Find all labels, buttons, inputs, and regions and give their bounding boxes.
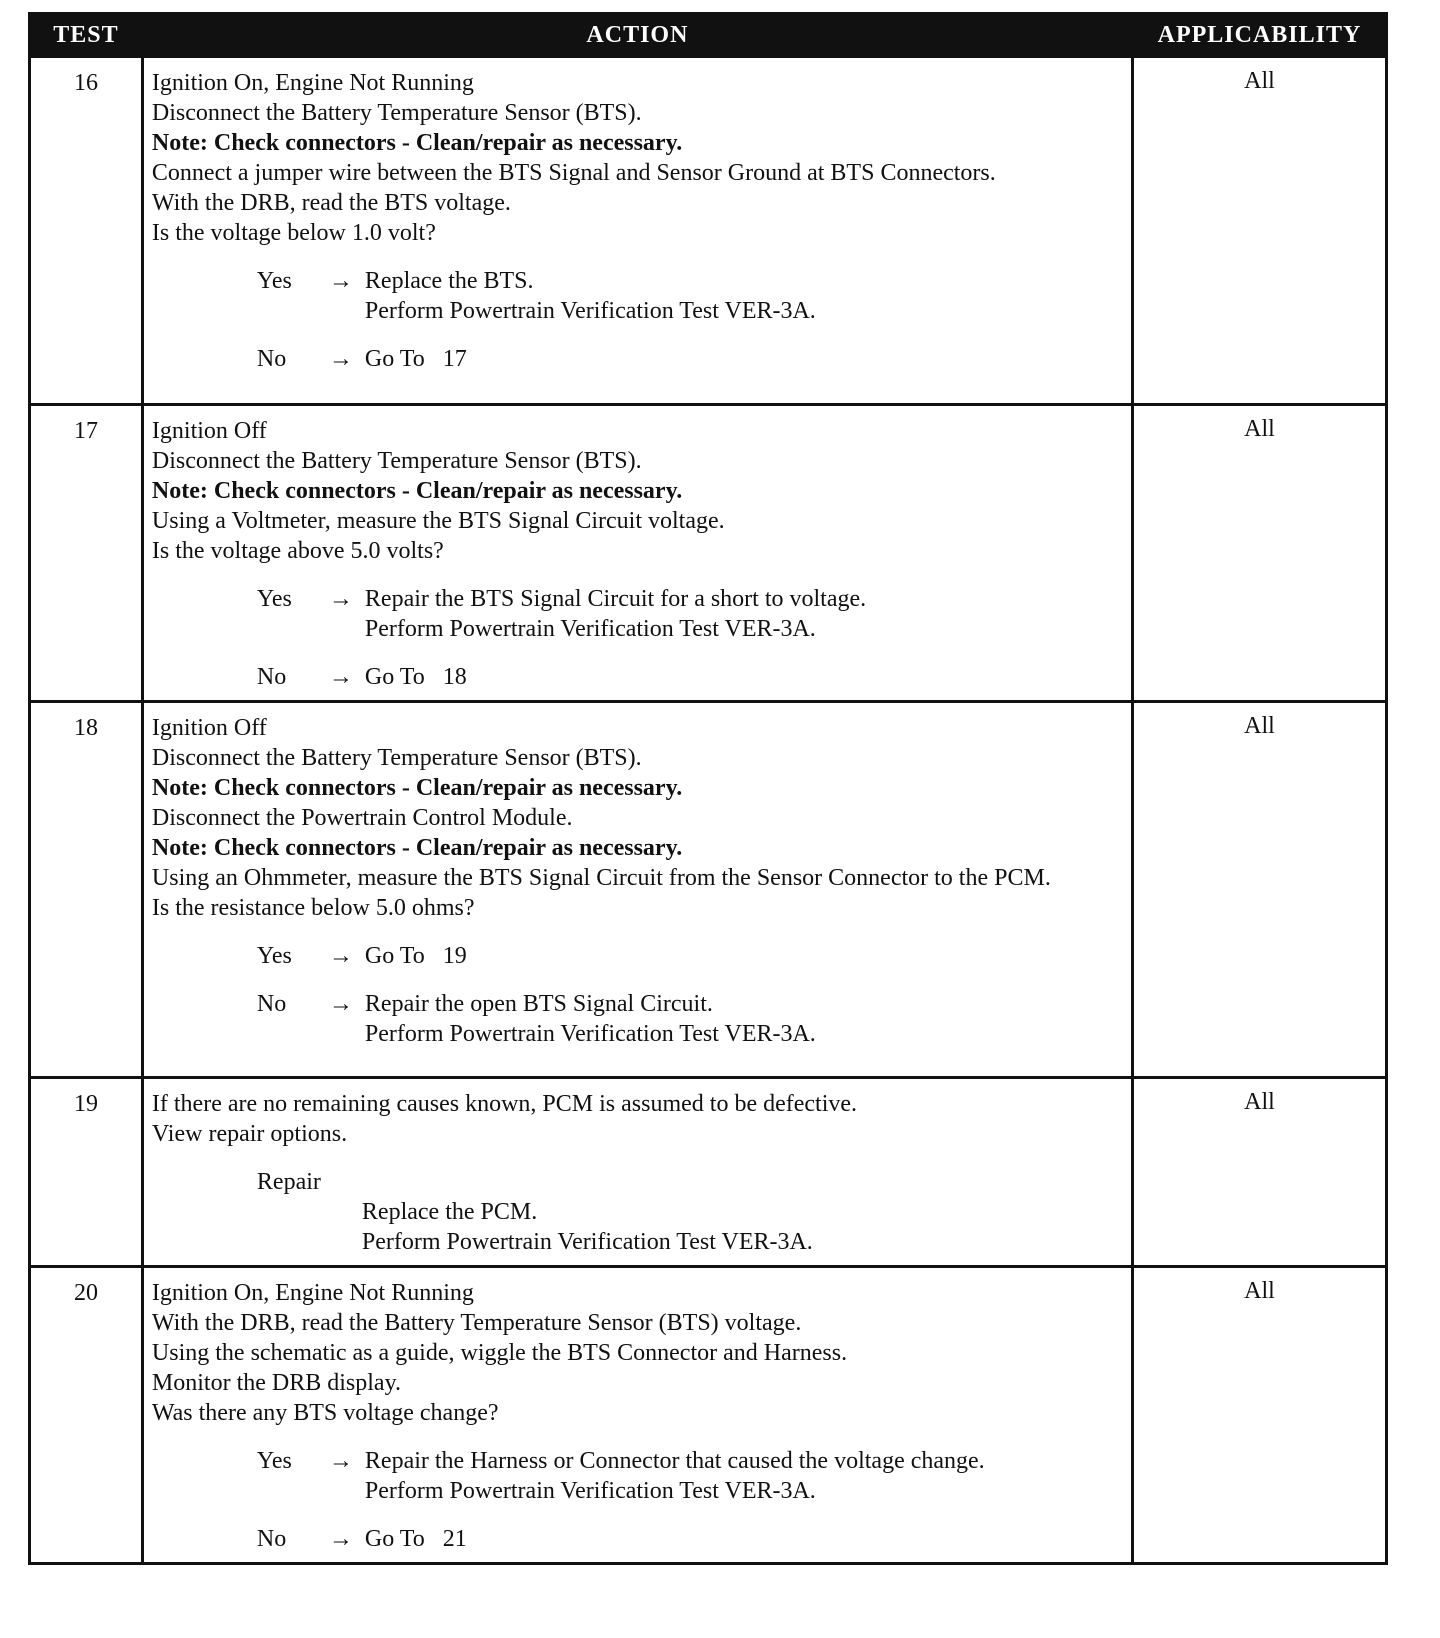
- applicability-cell: All: [1132, 702, 1386, 1078]
- repair-block: [257, 1167, 1123, 1257]
- test-number: 20: [30, 1267, 143, 1564]
- test-number: 19: [30, 1078, 143, 1267]
- table-row: [30, 1267, 1387, 1564]
- action-line: Connect a jumper wire between the BTS Signal and Sensor Ground at BTS Connectors.: [151, 160, 996, 186]
- arrow-icon: →: [328, 586, 353, 612]
- arrow-icon: →: [328, 1526, 353, 1552]
- outcome-label: No: [256, 1526, 287, 1552]
- action-cell: [142, 405, 1132, 702]
- action-line: Using an Ohmmeter, measure the BTS Signal Circuit from the Sensor Connector to the PCM.: [151, 865, 1051, 891]
- outcome-label: No: [256, 991, 287, 1017]
- action-line: Ignition On, Engine Not Running: [151, 1280, 474, 1306]
- action-line: View repair options.: [151, 1121, 348, 1147]
- outcome-line: Perform Powertrain Verification Test VER-3A.: [364, 616, 816, 642]
- repair-line: Replace the PCM.: [361, 1199, 538, 1225]
- outcome-yes: [257, 1446, 1123, 1506]
- action-line: With the DRB, read the BTS voltage.: [151, 190, 511, 216]
- outcome-body: [365, 989, 816, 1049]
- arrow-icon: →: [328, 268, 353, 294]
- table-row: [30, 405, 1387, 702]
- repair-line: Perform Powertrain Verification Test VER-3A.: [361, 1229, 813, 1255]
- outcome-no: [257, 662, 1123, 692]
- outcome-body: [365, 1524, 467, 1554]
- outcome-label: Yes: [256, 586, 292, 612]
- repair-lines: [362, 1197, 1123, 1257]
- action-line: Using the schematic as a guide, wiggle the BTS Connector and Harness.: [151, 1340, 848, 1366]
- outcome-body: [365, 584, 866, 644]
- action-line: Is the resistance below 5.0 ohms?: [151, 895, 475, 921]
- outcome-body: [365, 266, 816, 326]
- action-line: Was there any BTS voltage change?: [151, 1400, 499, 1426]
- outcome-line: Repair the BTS Signal Circuit for a short to voltage.: [364, 586, 867, 612]
- goto-line: Go To 21: [364, 1526, 467, 1552]
- outcome-yes: [257, 266, 1123, 326]
- outcome-line: Replace the BTS.: [364, 268, 534, 294]
- goto-line: Go To 18: [364, 664, 467, 690]
- note-line: Note: Check connectors - Clean/repair as necessary.: [151, 775, 683, 801]
- action-line: With the DRB, read the Battery Temperature Sensor (BTS) voltage.: [151, 1310, 802, 1336]
- outcome-line: Repair the open BTS Signal Circuit.: [364, 991, 713, 1017]
- action-line: Ignition Off: [151, 418, 267, 444]
- action-line: If there are no remaining causes known, PCM is assumed to be defective.: [151, 1091, 858, 1117]
- test-number: 17: [30, 405, 143, 702]
- note-line: Note: Check connectors - Clean/repair as necessary.: [151, 835, 683, 861]
- table-row: [30, 57, 1387, 405]
- table-row: [30, 702, 1387, 1078]
- outcome-label: Yes: [256, 268, 292, 294]
- outcome-body: [365, 344, 467, 374]
- action-line: Ignition Off: [151, 715, 267, 741]
- arrow-icon: →: [328, 943, 353, 969]
- test-number: 16: [30, 57, 143, 405]
- action-line: Disconnect the Battery Temperature Sensor (BTS).: [151, 745, 642, 771]
- outcome-yes: [257, 941, 1123, 971]
- action-cell: [142, 702, 1132, 1078]
- action-cell: [142, 1267, 1132, 1564]
- outcome-no: [257, 989, 1123, 1049]
- applicability-cell: All: [1132, 405, 1386, 702]
- arrow-icon: →: [328, 1448, 353, 1474]
- outcome-body: [365, 1446, 985, 1506]
- action-line: Is the voltage above 5.0 volts?: [151, 538, 444, 564]
- action-cell: [142, 1078, 1132, 1267]
- outcome-label: Yes: [256, 943, 292, 969]
- applicability-cell: All: [1132, 57, 1386, 405]
- outcome-line: Perform Powertrain Verification Test VER-3A.: [364, 298, 816, 324]
- goto-line: Go To 19: [364, 943, 467, 969]
- outcome-no: [257, 344, 1123, 374]
- action-line: Disconnect the Battery Temperature Sensor (BTS).: [151, 100, 642, 126]
- outcome-no: [257, 1524, 1123, 1554]
- action-cell: [142, 57, 1132, 405]
- applicability-cell: All: [1132, 1078, 1386, 1267]
- outcome-line: Perform Powertrain Verification Test VER-3A.: [364, 1478, 816, 1504]
- header-applicability: APPLICABILITY: [1132, 14, 1386, 57]
- action-line: Is the voltage below 1.0 volt?: [151, 220, 436, 246]
- outcome-line: Repair the Harness or Connector that caused the voltage change.: [364, 1448, 985, 1474]
- header-action: ACTION: [142, 14, 1132, 57]
- table-header: [30, 14, 1387, 57]
- table-body: [30, 57, 1387, 1564]
- repair-label: Repair: [256, 1169, 321, 1195]
- outcome-line: Perform Powertrain Verification Test VER-3A.: [364, 1021, 816, 1047]
- note-line: Note: Check connectors - Clean/repair as necessary.: [151, 478, 683, 504]
- action-line: Disconnect the Powertrain Control Module.: [151, 805, 573, 831]
- action-line: Ignition On, Engine Not Running: [151, 70, 474, 96]
- goto-line: Go To 17: [364, 346, 467, 372]
- arrow-icon: →: [328, 346, 353, 372]
- outcome-label: No: [256, 346, 287, 372]
- action-line: Using a Voltmeter, measure the BTS Signal Circuit voltage.: [151, 508, 725, 534]
- action-line: Monitor the DRB display.: [151, 1370, 402, 1396]
- header-row: [30, 14, 1387, 57]
- note-line: Note: Check connectors - Clean/repair as necessary.: [151, 130, 683, 156]
- outcome-body: [365, 662, 467, 692]
- outcome-body: [365, 941, 467, 971]
- arrow-icon: →: [328, 664, 353, 690]
- header-test: TEST: [30, 14, 143, 57]
- arrow-icon: →: [328, 991, 353, 1017]
- test-number: 18: [30, 702, 143, 1078]
- table-row: [30, 1078, 1387, 1267]
- outcome-label: No: [256, 664, 287, 690]
- outcome-label: Yes: [256, 1448, 292, 1474]
- outcome-yes: [257, 584, 1123, 644]
- applicability-cell: All: [1132, 1267, 1386, 1564]
- diagnostic-test-table: [28, 12, 1388, 1565]
- action-line: Disconnect the Battery Temperature Sensor (BTS).: [151, 448, 642, 474]
